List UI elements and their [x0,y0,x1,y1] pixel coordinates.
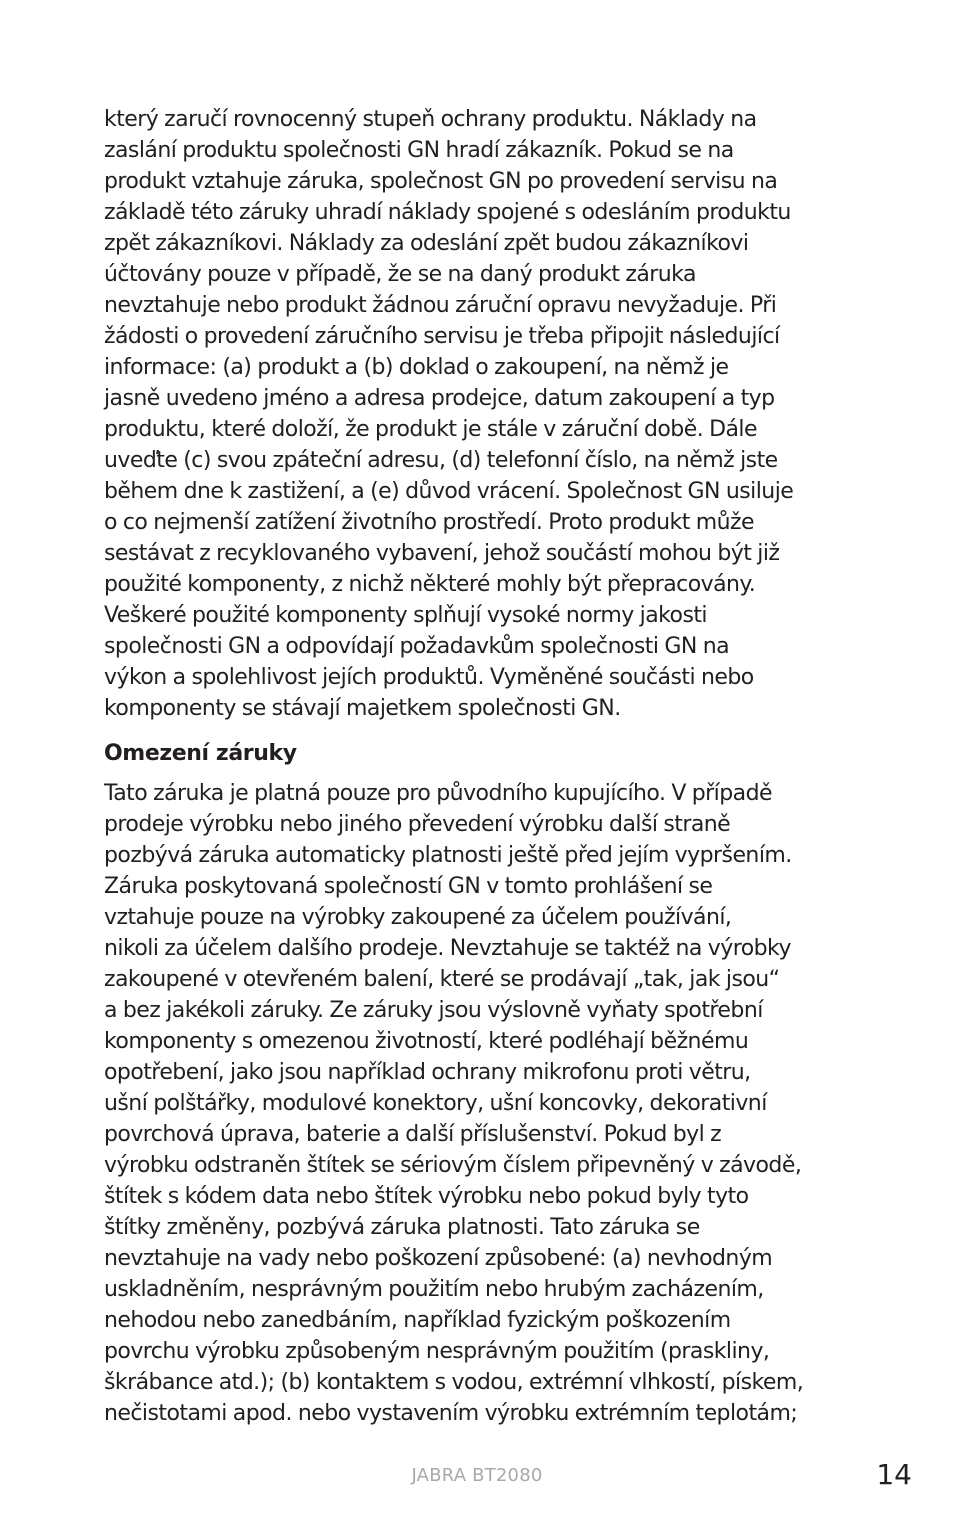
text-line: opotřebení, jako jsou například ochrany mikrofonu proti větru, [104,1060,751,1085]
page-number: 14 [876,1458,912,1491]
text-line: pozbývá záruka automaticky platnosti ještě před jejím vypršením. [104,843,792,868]
text-line: výrobku odstraněn štítek se sériovým číslem připevněný v závodě, [104,1153,802,1178]
text-line: škrábance atd.); (b) kontaktem s vodou, extrémní vlhkostí, pískem, [104,1370,804,1395]
paragraph-warranty-service [104,104,864,724]
text-line: nevztahuje na vady nebo poškození způsobené: (a) nevhodným [104,1246,773,1271]
text-line: povrchu výrobku způsobeným nesprávným použitím (praskliny, [104,1339,770,1364]
text-line: sestávat z recyklovaného vybavení, jehož součástí mohou být již [104,541,780,566]
text-line: uveďte (c) svou zpáteční adresu, (d) telefonní číslo, na němž jste [104,448,778,473]
paragraph-warranty-limitations [104,778,864,1429]
text-line: účtovány pouze v případě, že se na daný produkt záruka [104,262,696,287]
text-line: Veškeré použité komponenty splňují vysoké normy jakosti [104,603,707,628]
text-line: zakoupené v otevřeném balení, které se prodávají „tak, jak jsou“ [104,967,780,992]
text-line: nehodou nebo zanedbáním, například fyzickým poškozením [104,1308,731,1333]
text-line: informace: (a) produkt a (b) doklad o zakoupení, na němž je [104,355,729,380]
section-heading: Omezení záruky [104,741,297,766]
text-line: nikoli za účelem dalšího prodeje. Nevztahuje se taktéž na výrobky [104,936,791,961]
text-line: jasně uvedeno jméno a adresa prodejce, datum zakoupení a typ [104,386,775,411]
text-line: který zaručí rovnocenný stupeň ochrany produktu. Náklady na [104,107,757,132]
text-line: o co nejmenší zatížení životního prostředí. Proto produkt může [104,510,755,535]
text-line: štítek s kódem data nebo štítek výrobku nebo pokud byly tyto [104,1184,749,1209]
text-line: nečistotami apod. nebo vystavením výrobku extrémním teplotám; [104,1401,798,1426]
page-content [104,104,864,1429]
text-line: žádosti o provedení záručního servisu je třeba připojit následující [104,324,780,349]
text-line: zpět zákazníkovi. Náklady za odeslání zpět budou zákazníkovi [104,231,749,256]
text-line: zaslání produktu společnosti GN hradí zákazník. Pokud se na [104,138,734,163]
text-line: komponenty s omezenou životností, které podléhají běžnému [104,1029,749,1054]
text-line: a bez jakékoli záruky. Ze záruky jsou výslovně vyňaty spotřební [104,998,763,1023]
text-line: vztahuje pouze na výrobky zakoupené za účelem používání, [104,905,732,930]
text-line: Záruka poskytovaná společností GN v tomto prohlášení se [104,874,713,899]
text-line: použité komponenty, z nichž některé mohly být přepracovány. [104,572,756,597]
text-line: povrchová úprava, baterie a další příslušenství. Pokud byl z [104,1122,722,1147]
text-line: výkon a spolehlivost jejích produktů. Vyměněné součásti nebo [104,665,754,690]
text-line: uskladněním, nesprávným použitím nebo hrubým zacházením, [104,1277,764,1302]
text-line: produktu, které doloží, že produkt je stále v záruční době. Dále [104,417,757,442]
text-line: během dne k zastižení, a (e) důvod vrácení. Společnost GN usiluje [104,479,794,504]
footer-product-title: JABRA BT2080 [411,1465,543,1486]
text-line: společnosti GN a odpovídají požadavkům společnosti GN na [104,634,730,659]
text-line: ušní polštářky, modulové konektory, ušní koncovky, dekorativní [104,1091,767,1116]
text-line: nevztahuje nebo produkt žádnou záruční opravu nevyžaduje. Při [104,293,777,318]
text-line: prodeje výrobku nebo jiného převedení výrobku další straně [104,812,731,837]
text-line: štítky změněny, pozbývá záruka platnosti. Tato záruka se [104,1215,700,1240]
text-line: produkt vztahuje záruka, společnost GN po provedení servisu na [104,169,778,194]
text-line: základě této záruky uhradí náklady spojené s odesláním produktu [104,200,791,225]
text-line: komponenty se stávají majetkem společnosti GN. [104,696,621,721]
text-line: Tato záruka je platná pouze pro původního kupujícího. V případě [104,781,772,806]
